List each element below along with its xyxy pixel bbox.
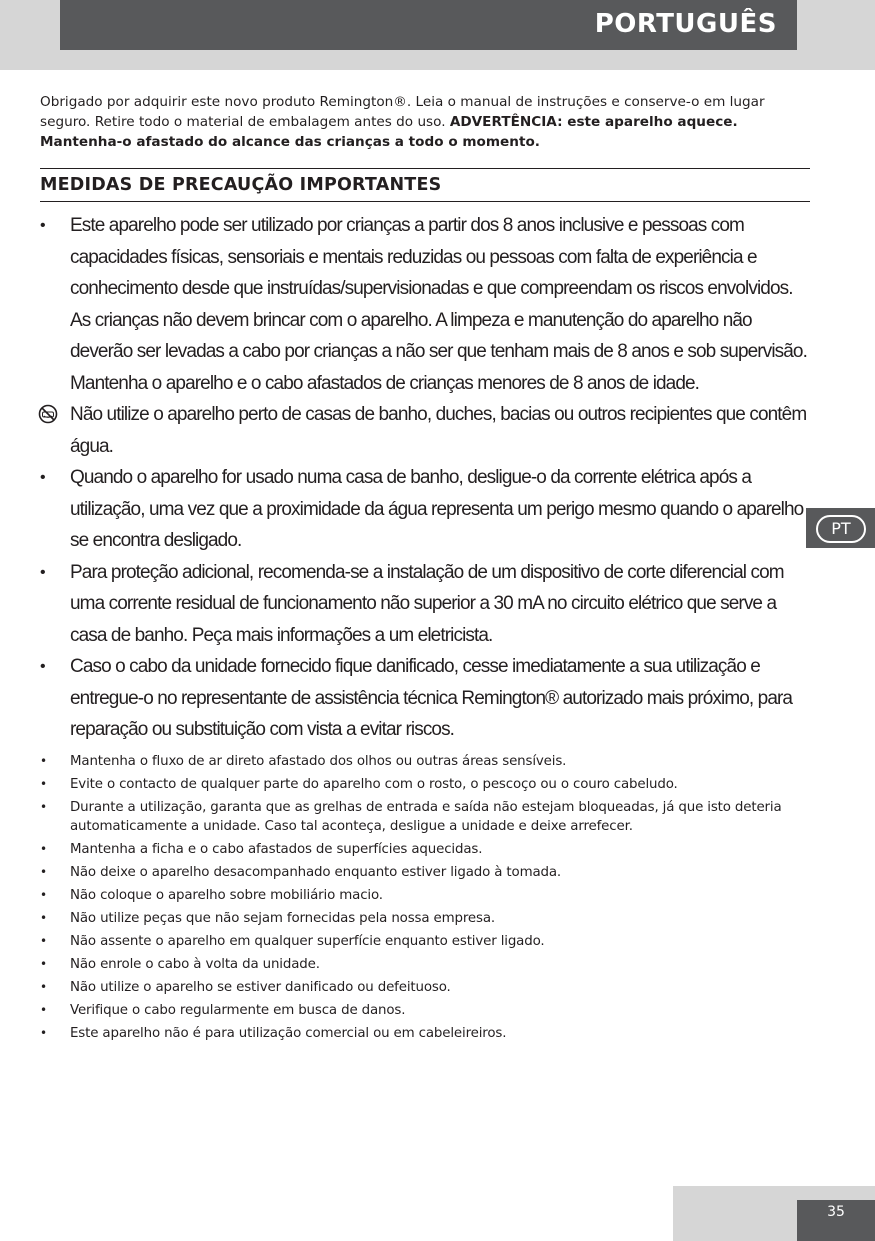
header-bar xyxy=(60,0,797,50)
list-item-text: Para proteção adicional, recomenda-se a instalação de um dispositivo de corte diferencial com uma corrente residual de funcionamento não superior a 30 mA no circuito elétrico que serve a casa de banho. Peça mais informações a um eletricista. xyxy=(70,561,784,646)
list-item-text: Não utilize o aparelho se estiver danificado ou defeituoso. xyxy=(70,980,451,995)
list-item xyxy=(40,863,810,883)
list-item xyxy=(40,651,810,746)
bullet-marker: • xyxy=(40,469,46,486)
list-item-text: Mantenha a ficha e o cabo afastados de superfícies aquecidas. xyxy=(70,842,483,857)
list-item-text: Não coloque o aparelho sobre mobiliário macio. xyxy=(70,888,383,903)
list-item-text: Verifique o cabo regularmente em busca de danos. xyxy=(70,1003,406,1018)
list-item xyxy=(40,1001,810,1021)
large-precaution-list xyxy=(40,210,810,746)
bullet-marker: • xyxy=(40,911,48,925)
bullet-marker: • xyxy=(40,842,48,856)
list-item xyxy=(40,399,810,462)
bullet-marker: • xyxy=(40,865,48,879)
bullet-marker: • xyxy=(40,658,46,675)
small-precaution-list xyxy=(40,752,810,1044)
bullet-marker: • xyxy=(40,217,46,234)
list-item-text: Não utilize o aparelho perto de casas de banho, duches, bacias ou outros recipientes que contêm água. xyxy=(70,404,807,457)
language-side-tab xyxy=(806,508,875,548)
list-item xyxy=(40,955,810,975)
page-number-box xyxy=(797,1200,875,1241)
bullet-marker: • xyxy=(40,1026,48,1040)
list-item xyxy=(40,932,810,952)
list-item xyxy=(40,798,810,837)
language-title: PORTUGUÊS xyxy=(594,9,777,39)
list-item xyxy=(40,1024,810,1044)
list-item-text: Não deixe o aparelho desacompanhado enquanto estiver ligado à tomada. xyxy=(70,865,562,880)
intro-paragraph xyxy=(40,92,810,152)
bullet-marker: • xyxy=(40,980,48,994)
list-item-text: Caso o cabo da unidade fornecido fique danificado, cesse imediatamente a sua utilização e entregue-o no representante de assistência técnica Remington® autorizado mais próximo, para reparação ou substituição com vista a evitar riscos. xyxy=(70,656,793,740)
list-item-text: Quando o aparelho for usado numa casa de banho, desligue-o da corrente elétrica após a utilização, uma vez que a proximidade da água representa um perigo mesmo quando o aparelho se encontra desligado. xyxy=(70,467,804,551)
list-item xyxy=(40,557,810,652)
language-code-badge: PT xyxy=(816,515,866,543)
list-item xyxy=(40,886,810,906)
list-item-text: Não utilize peças que não sejam fornecidas pela nossa empresa. xyxy=(70,911,496,926)
list-item xyxy=(40,978,810,998)
list-item-text: Este aparelho pode ser utilizado por crianças a partir dos 8 anos inclusive e pessoas com capacidades físicas, sensoriais e mentais reduzidas ou pessoas com falta de experiência e conhecimento desde que instruídas/supervisionadas e que compreendam os riscos envolvidos. As crianças não devem brincar com o aparelho. A limpeza e manutenção do aparelho não deverão ser levadas a cabo por crianças a não ser que tenham mais de 8 anos e sob supervisão. Mantenha o aparelho e o cabo afastados de crianças menores de 8 anos de idade. xyxy=(70,215,807,394)
list-item-text: Mantenha o fluxo de ar direto afastado dos olhos ou outras áreas sensíveis. xyxy=(70,753,567,769)
bullet-marker: • xyxy=(40,957,48,971)
list-item xyxy=(40,752,810,772)
section-title: MEDIDAS DE PRECAUÇÃO IMPORTANTES xyxy=(40,175,442,195)
bullet-marker: • xyxy=(40,563,46,581)
list-item-text: Não assente o aparelho em qualquer superfície enquanto estiver ligado. xyxy=(70,934,545,949)
list-item xyxy=(40,909,810,929)
list-item xyxy=(40,210,810,399)
bullet-marker: • xyxy=(40,799,48,814)
list-item-text: Durante a utilização, garanta que as grelhas de entrada e saída não estejam bloqueadas, já que isto deteria automaticamente a unidade. Caso tal aconteça, desligue a unidade e deixe arrefecer. xyxy=(70,799,782,834)
no-water-icon xyxy=(38,404,58,424)
list-item xyxy=(40,462,810,557)
bullet-marker: • xyxy=(40,888,48,902)
list-item-text: Não enrole o cabo à volta da unidade. xyxy=(70,957,320,972)
bullet-marker: • xyxy=(40,776,48,791)
list-item xyxy=(40,840,810,860)
intro-text: Obrigado por adquirir este novo produto Remington®. Leia o manual de instruções e conserve-o em lugar seguro. Retire todo o material de embalagem antes do uso. xyxy=(40,94,765,130)
bullet-marker: • xyxy=(40,1003,48,1017)
list-item xyxy=(40,775,810,795)
bullet-marker: • xyxy=(40,934,48,948)
intro-warning: ADVERTÊNCIA: este aparelho aquece. Mantenha-o afastado do alcance das crianças a todo o momento. xyxy=(40,114,738,150)
section-heading xyxy=(40,168,810,202)
list-item-text: Este aparelho não é para utilização comercial ou em cabeleireiros. xyxy=(70,1026,507,1041)
bullet-marker: • xyxy=(40,753,48,768)
list-item-text: Evite o contacto de qualquer parte do aparelho com o rosto, o pescoço ou o couro cabeludo. xyxy=(70,776,678,792)
main-content xyxy=(40,92,810,1047)
page-number: 35 xyxy=(827,1204,845,1220)
